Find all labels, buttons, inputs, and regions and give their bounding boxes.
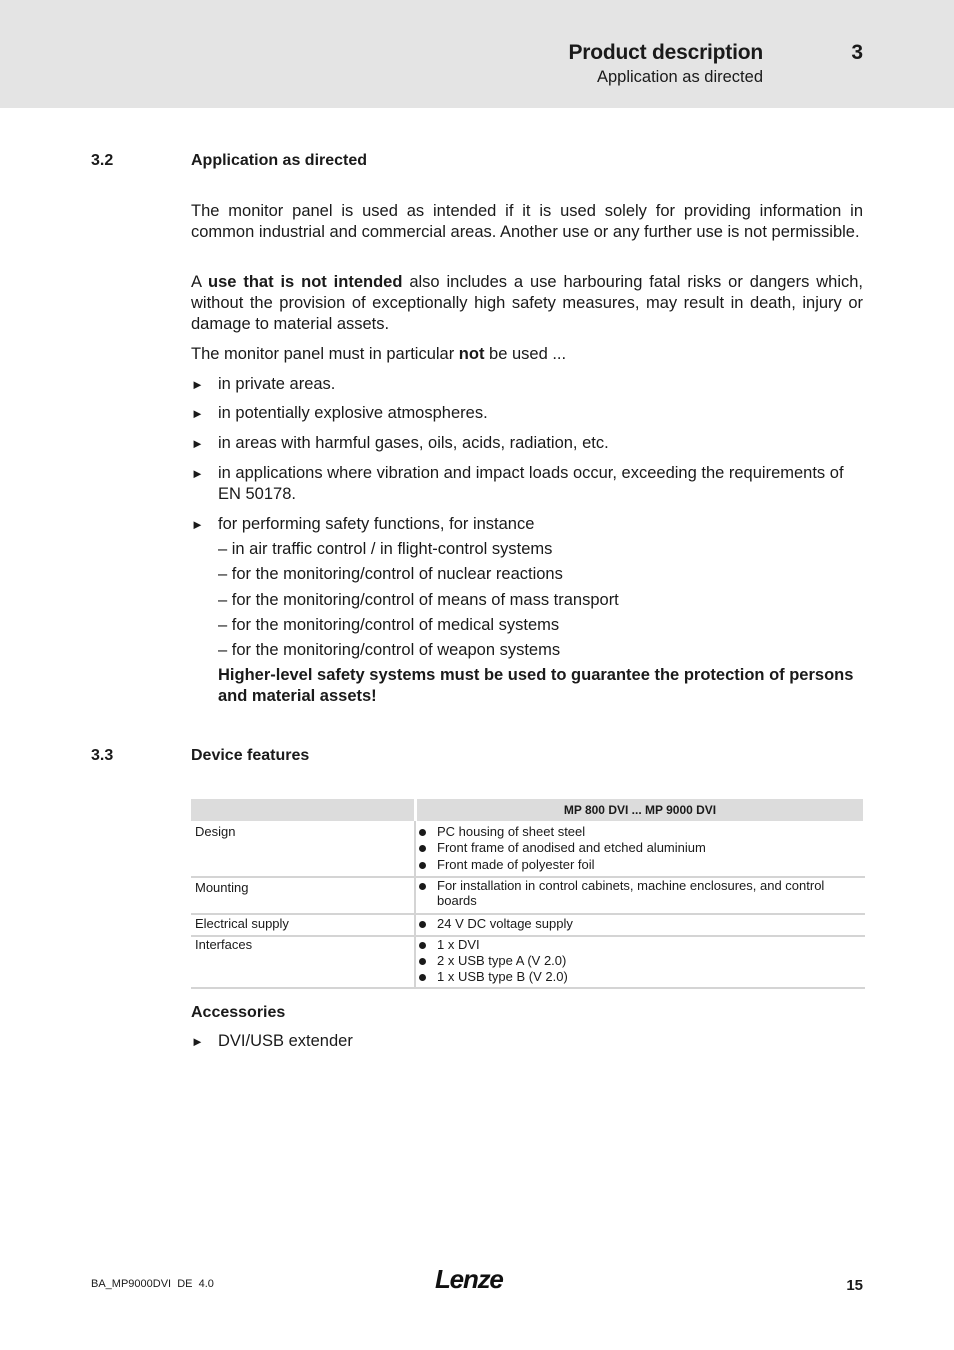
- section-subtitle: Application as directed: [596, 68, 763, 86]
- arrow-bullet-icon: ►: [191, 466, 204, 481]
- sub-list-item: – for the monitoring/control of nuclear reactions: [218, 565, 563, 583]
- section-number: 3.2: [91, 152, 114, 169]
- section-title: Application as directed: [191, 152, 368, 169]
- safety-warning: Higher-level safety systems must be used to guarantee the protection of persons and material assets!: [218, 666, 854, 705]
- table-row: Design PC housing of sheet steel Front frame of anodised and etched aluminium Front made of polyester foil: [191, 821, 863, 876]
- arrow-bullet-icon: ►: [191, 377, 204, 392]
- bullet-dot-icon: [419, 845, 426, 852]
- bullet-dot-icon: [419, 974, 426, 981]
- table-row: Electrical supply 24 V DC voltage supply: [191, 914, 863, 935]
- bullet-dot-icon: [419, 883, 426, 890]
- accessories-heading: Accessories: [191, 1004, 286, 1021]
- table-header-empty: [191, 799, 414, 821]
- table-row: Interfaces 1 x DVI 2 x USB type A (V 2.0) 1 x USB type B (V 2.0): [191, 936, 863, 987]
- sub-list-item: – in air traffic control / in flight-control systems: [218, 540, 553, 558]
- table-row-label: Mounting: [195, 880, 249, 895]
- arrow-bullet-icon: ►: [191, 436, 204, 451]
- arrow-bullet-icon: ►: [191, 406, 204, 421]
- sub-list-item: – for the monitoring/control of means of mass transport: [218, 591, 619, 609]
- bullet-dot-icon: [419, 942, 426, 949]
- arrow-bullet-icon: ►: [191, 1034, 204, 1049]
- table-row-label: Electrical supply: [195, 916, 289, 931]
- bullet-dot-icon: [419, 862, 426, 869]
- paragraph-must-not: The monitor panel must in particular not be used ...: [191, 345, 567, 363]
- chapter-title: Product description: [568, 41, 763, 64]
- section-title: Device features: [191, 747, 310, 764]
- sub-list-item: – for the monitoring/control of medical systems: [218, 616, 560, 634]
- arrow-bullet-icon: ►: [191, 517, 204, 532]
- sub-list-item: – for the monitoring/control of weapon systems: [218, 641, 561, 659]
- table-row: Mounting For installation in control cabinets, machine enclosures, and control boards: [191, 877, 863, 913]
- bullet-dot-icon: [419, 958, 426, 965]
- paragraph-not-intended-use: A use that is not intended also includes a use harbouring fatal risks or dangers which, without the provision of exceptionally high safety measures, may result in death, injury or damage to material assets.: [191, 273, 863, 333]
- paragraph-intended-use: The monitor panel is used as intended if it is used solely for providing information in common industrial and commercial areas. Another use or any further use is not permissible.: [191, 202, 863, 241]
- table-row-label: Design: [195, 824, 236, 839]
- page-number: 15: [846, 1277, 863, 1294]
- bullet-dot-icon: [419, 829, 426, 836]
- table-row-label: Interfaces: [195, 937, 253, 952]
- table-header: MP 800 DVI ... MP 9000 DVI: [417, 799, 863, 821]
- section-number: 3.3: [91, 747, 114, 764]
- chapter-number: 3: [851, 41, 863, 64]
- page-header: [0, 0, 954, 108]
- lenze-logo: Lenze: [435, 1264, 503, 1294]
- document-id: BA_MP9000DVI DE 4.0: [91, 1278, 214, 1290]
- bullet-dot-icon: [419, 921, 426, 928]
